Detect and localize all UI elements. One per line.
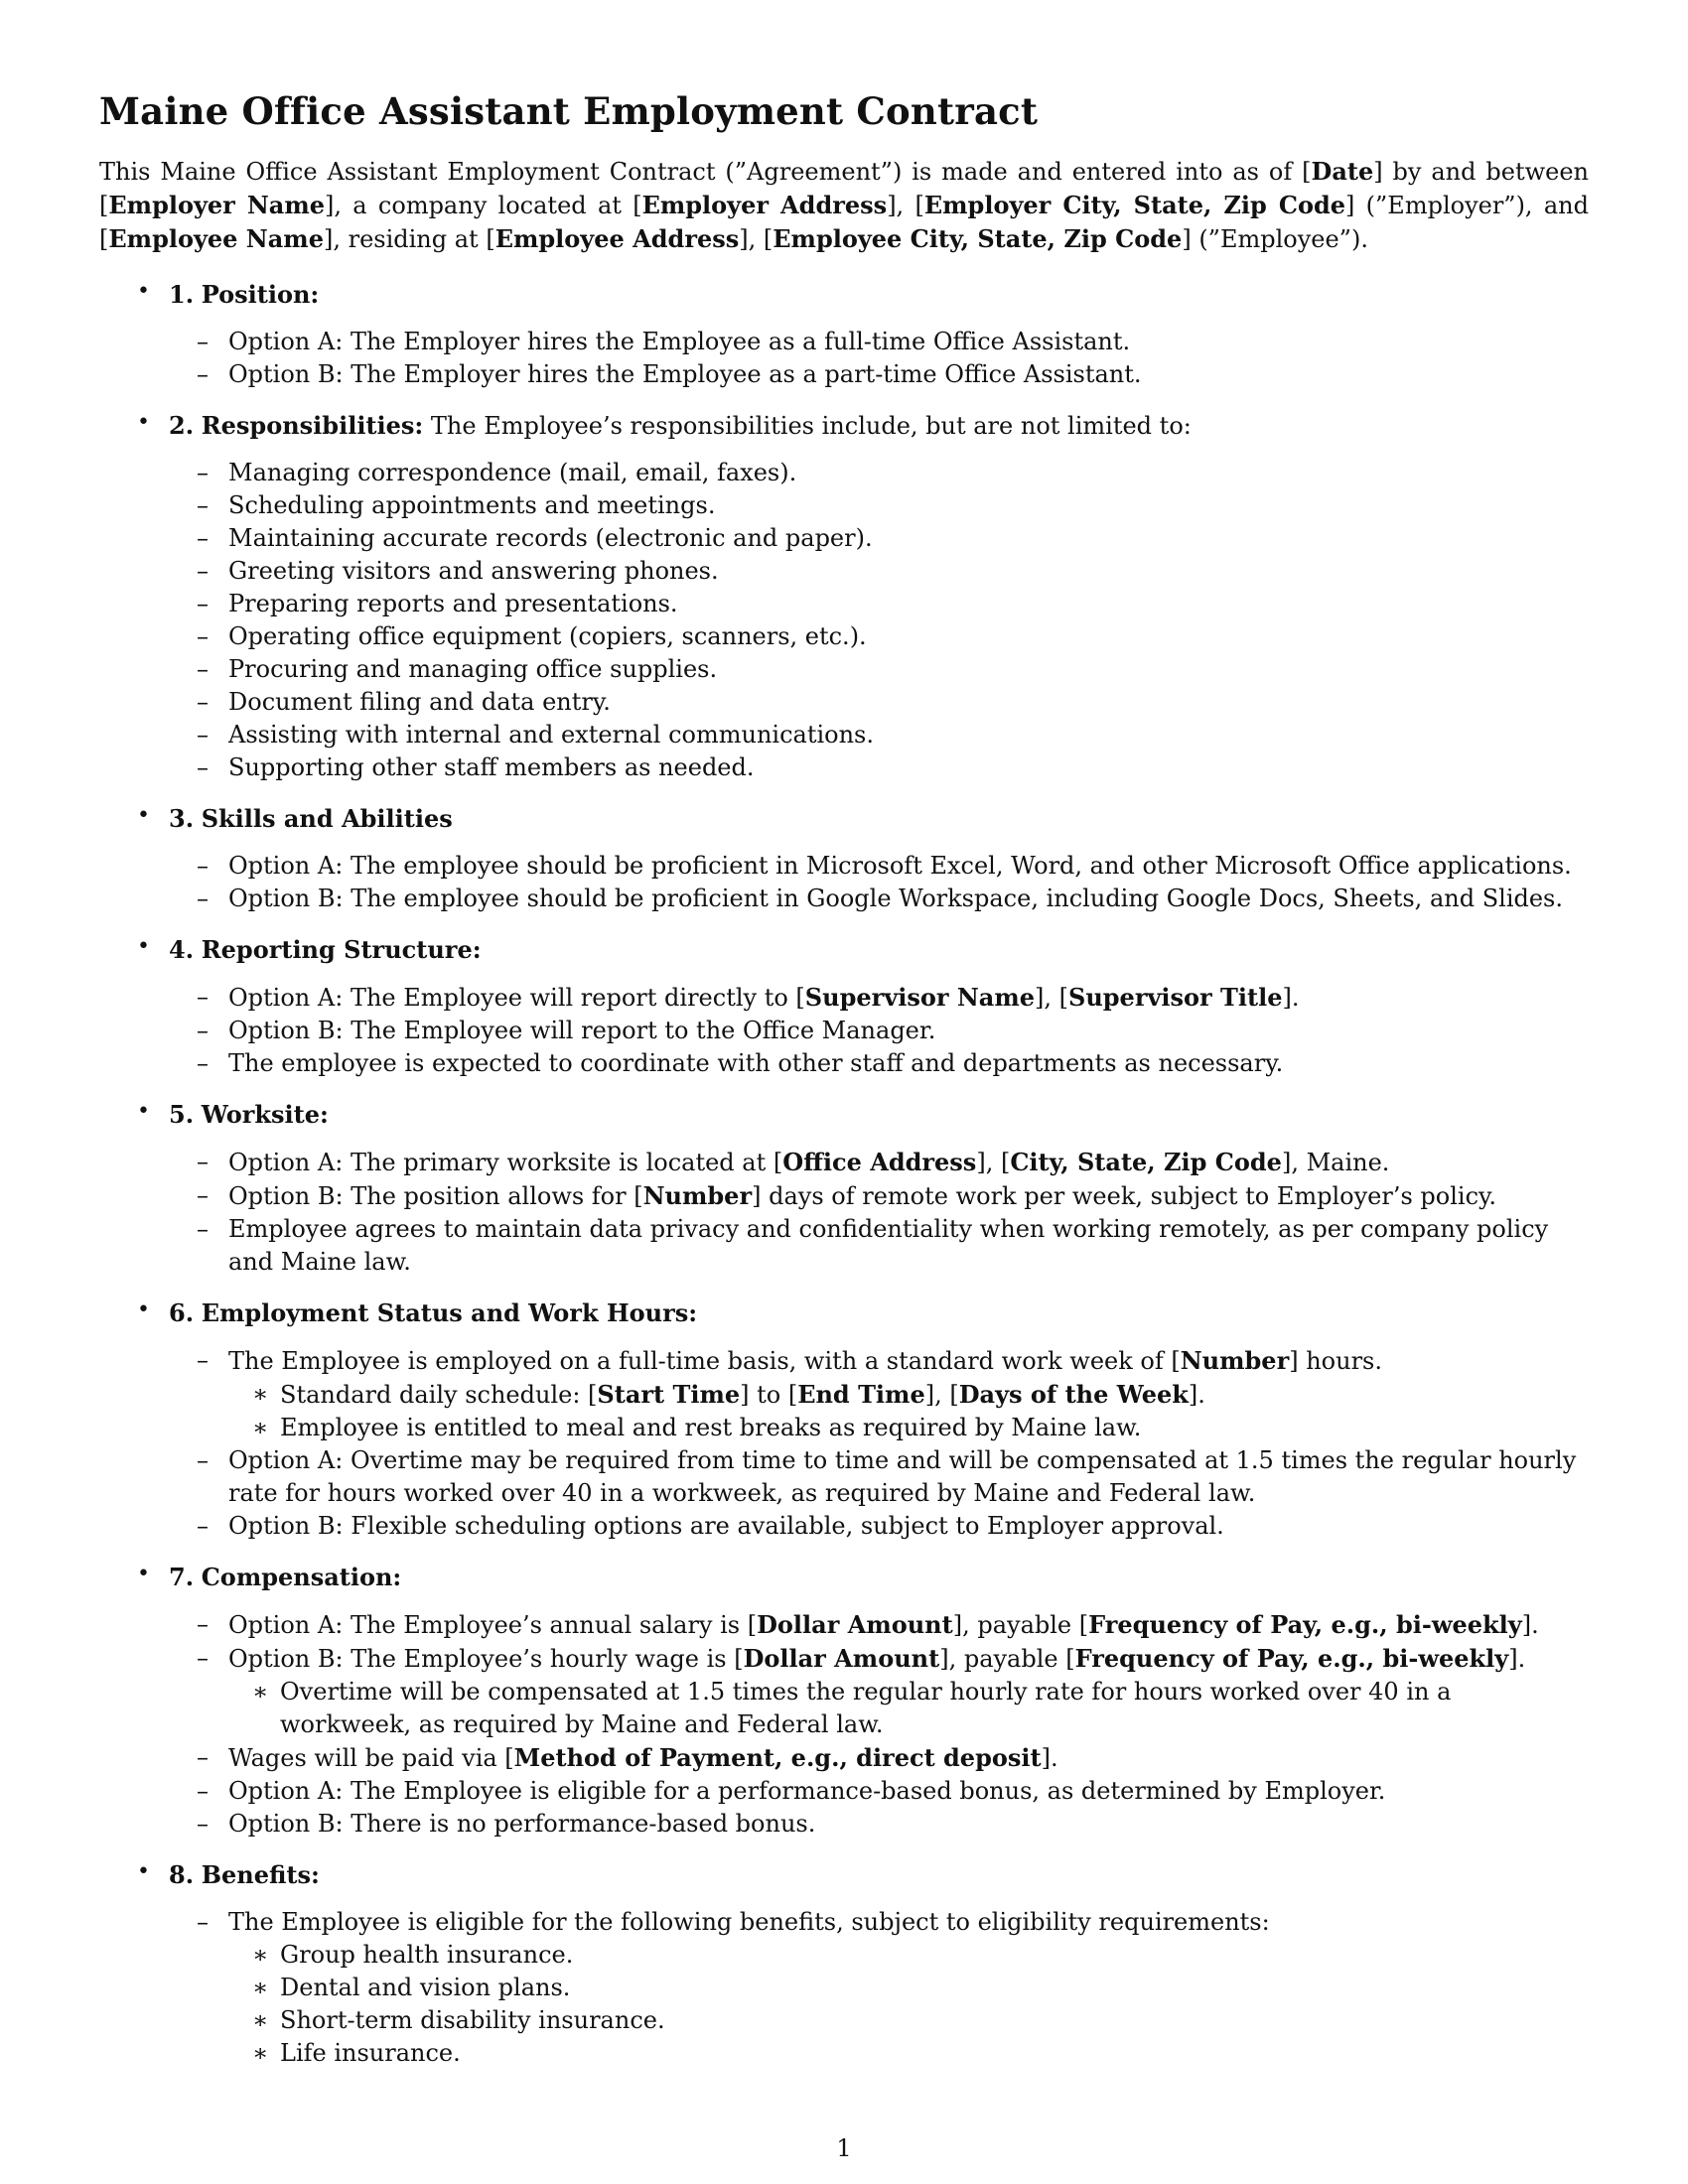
section-number: 5. [169, 1100, 195, 1129]
dash-icon: – [197, 360, 209, 388]
placeholder-field: Employer Address [641, 191, 888, 219]
nested-list-item-text: Standard daily schedule: [Start Time] to [End Time], [Days of the Week]. [280, 1380, 1205, 1409]
list-item-text: Maintaining accurate records (electronic and paper). [228, 524, 873, 552]
intro-paragraph: This Maine Office Assistant Employment Contract (”Agreement”) is made and entered into as of [Date] by and between [Employer Name], a company located at [Employer Address], [Employer City, State, Zip Code] (”Employer”), and [Employee Name], residing at [Employee Address], [Employee City, State, Zip Code] (”Employee”). [99, 157, 1589, 253]
list-item [169, 1015, 1589, 1047]
bullet-icon: • [137, 1859, 150, 1884]
nested-list-item [228, 1676, 1589, 1741]
section-heading [169, 1297, 1589, 1330]
nested-list-item [228, 2004, 1589, 2037]
dash-icon: – [197, 885, 209, 912]
list-item [169, 1344, 1589, 1444]
section-item [99, 933, 1589, 1080]
section-heading [169, 802, 1589, 836]
list-item-text: Option B: The position allows for [Number] days of remote work per week, subject to Employer’s policy. [228, 1181, 1497, 1210]
placeholder-field: Employee Name [108, 224, 324, 253]
list-item-text: Option A: The Employee’s annual salary is [Dollar Amount], payable [Frequency of Pay, e.g., bi-weekly]. [228, 1610, 1539, 1639]
asterisk-icon: ∗ [252, 1974, 269, 2001]
list-item [169, 981, 1589, 1015]
list-item-text: Assisting with internal and external communications. [228, 721, 875, 749]
dash-icon: – [197, 688, 209, 716]
dash-icon: – [197, 1181, 209, 1209]
document-page [99, 89, 1589, 2088]
section-item [99, 802, 1589, 915]
list-item-text: Scheduling appointments and meetings. [228, 491, 716, 519]
placeholder-field: Employee City, State, Zip Code [773, 224, 1183, 253]
nested-list [228, 1378, 1589, 1444]
section-subitems [169, 981, 1589, 1080]
list-item [169, 1213, 1589, 1279]
list-item [169, 457, 1589, 489]
placeholder-field: Frequency of Pay, e.g., bi-weekly [1074, 1644, 1509, 1673]
dash-icon: – [197, 1346, 209, 1374]
nested-list [228, 1939, 1589, 2070]
dash-icon: – [197, 753, 209, 781]
list-item [169, 1741, 1589, 1775]
list-item-text: Greeting visitors and answering phones. [228, 557, 719, 585]
asterisk-icon: ∗ [252, 1380, 269, 1408]
nested-list-item [228, 1378, 1589, 1412]
nested-list-item [228, 1412, 1589, 1444]
section-subitems [169, 1608, 1589, 1841]
placeholder-field: Number [642, 1181, 753, 1210]
section-item [99, 1858, 1589, 2070]
section-heading [169, 1858, 1589, 1892]
list-item [169, 1146, 1589, 1179]
placeholder-field: End Time [797, 1380, 925, 1409]
section-heading [169, 1098, 1589, 1132]
list-item-text: Procuring and managing office supplies. [228, 655, 718, 683]
list-item [169, 588, 1589, 620]
list-item [169, 1775, 1589, 1808]
list-item-text: Managing correspondence (mail, email, faxes). [228, 459, 797, 486]
list-item [169, 653, 1589, 686]
nested-list-item-text: Short-term disability insurance. [280, 2006, 665, 2034]
list-item-text: Supporting other staff members as needed. [228, 753, 755, 781]
list-item-text: Option A: Overtime may be required from time to time and will be compensated at 1.5 times the regular hourly rate for hours worked over 40 in a workweek, as required by Maine and Federal law. [228, 1446, 1577, 1507]
page-number: 1 [836, 2134, 852, 2162]
dash-icon: – [197, 1743, 209, 1771]
section-title: Employment Status and Work Hours: [201, 1298, 698, 1327]
list-item [169, 620, 1589, 653]
placeholder-field: Method of Payment, e.g., direct deposit [513, 1743, 1042, 1772]
section-heading [169, 933, 1589, 967]
section-heading [169, 278, 1589, 312]
list-item [169, 522, 1589, 555]
nested-list-item-text: Overtime will be compensated at 1.5 times the regular hourly rate for hours worked over 40 in a workweek, as required by Maine and Federal law. [280, 1678, 1452, 1738]
section-item [99, 1561, 1589, 1841]
dash-icon: – [197, 1215, 209, 1243]
list-item-text: The employee is expected to coordinate with other staff and departments as necessary. [228, 1049, 1284, 1077]
section-number: 2. [169, 411, 195, 440]
list-item [169, 1047, 1589, 1080]
section-heading [169, 409, 1589, 443]
list-item-text: Option A: The Employee will report directly to [Supervisor Name], [Supervisor Title]. [228, 983, 1300, 1012]
dash-icon: – [197, 1610, 209, 1638]
list-item [169, 1510, 1589, 1543]
section-number: 6. [169, 1298, 195, 1327]
section-subitems [169, 850, 1589, 915]
bullet-icon: • [137, 1562, 150, 1586]
section-text: The Employee’s responsibilities include, but are not limited to: [423, 412, 1192, 440]
list-item-text: Option A: The Employee is eligible for a performance-based bonus, as determined by Employer. [228, 1777, 1386, 1805]
dash-icon: – [197, 557, 209, 585]
dash-icon: – [197, 1148, 209, 1175]
nested-list-item [228, 2037, 1589, 2070]
list-item-text: The Employee is eligible for the following benefits, subject to eligibility requirements: [228, 1908, 1270, 1936]
placeholder-field: Employer Name [108, 191, 326, 219]
bullet-icon: • [137, 1099, 150, 1124]
placeholder-field: Employer City, State, Zip Code [923, 191, 1345, 219]
list-item [169, 1444, 1589, 1510]
list-item [169, 1642, 1589, 1741]
list-item-text: Option B: The Employer hires the Employee as a part-time Office Assistant. [228, 360, 1142, 388]
placeholder-field: Supervisor Title [1067, 983, 1283, 1012]
asterisk-icon: ∗ [252, 2039, 269, 2067]
section-subitems [169, 457, 1589, 784]
section-title: Worksite: [201, 1100, 329, 1129]
list-item-text: Employee agrees to maintain data privacy and confidentiality when working remotely, as per company policy and Maine law. [228, 1215, 1549, 1276]
list-item [169, 883, 1589, 915]
list-item [169, 326, 1589, 358]
nested-list-item-text: Dental and vision plans. [280, 1974, 571, 2001]
placeholder-field: Dollar Amount [757, 1610, 953, 1639]
asterisk-icon: ∗ [252, 1941, 269, 1969]
sections-list [99, 278, 1589, 2070]
list-item-text: Operating office equipment (copiers, scanners, etc.). [228, 622, 867, 650]
list-item-text: The Employee is employed on a full-time basis, with a standard work week of [Number] hours. [228, 1346, 1382, 1375]
list-item-text: Option B: Flexible scheduling options are available, subject to Employer approval. [228, 1512, 1224, 1540]
list-item-text: Option B: There is no performance-based bonus. [228, 1810, 816, 1838]
dash-icon: – [197, 1049, 209, 1077]
dash-icon: – [197, 852, 209, 880]
placeholder-field: Number [1180, 1346, 1290, 1375]
dash-icon: – [197, 1512, 209, 1540]
dash-icon: – [197, 1644, 209, 1672]
section-number: 1. [169, 280, 195, 309]
section-number: 3. [169, 804, 195, 833]
section-title: Reporting Structure: [201, 935, 482, 964]
dash-icon: – [197, 328, 209, 355]
bullet-icon: • [137, 410, 150, 435]
section-title: Skills and Abilities [201, 804, 453, 833]
list-item [169, 1906, 1589, 2070]
list-item [169, 1608, 1589, 1642]
dash-icon: – [197, 1810, 209, 1838]
dash-icon: – [197, 655, 209, 683]
list-item [169, 489, 1589, 522]
placeholder-field: Start Time [597, 1380, 741, 1409]
dash-icon: – [197, 1777, 209, 1805]
list-item-text: Option A: The primary worksite is located at [Office Address], [City, State, Zip Code], Maine. [228, 1148, 1390, 1176]
placeholder-field: Days of the Week [958, 1380, 1189, 1409]
bullet-icon: • [137, 803, 150, 828]
list-item [169, 719, 1589, 751]
dash-icon: – [197, 1908, 209, 1936]
list-item-text: Document filing and data entry. [228, 688, 611, 716]
dash-icon: – [197, 1017, 209, 1044]
bullet-icon: • [137, 1297, 150, 1322]
placeholder-field: Employee Address [494, 224, 740, 253]
section-item [99, 1098, 1589, 1279]
section-number: 8. [169, 1860, 195, 1889]
nested-list-item-text: Life insurance. [280, 2039, 461, 2067]
nested-list [228, 1676, 1589, 1741]
list-item-text: Option B: The Employee’s hourly wage is [Dollar Amount], payable [Frequency of Pay, e.g., bi-weekly]. [228, 1644, 1526, 1673]
bullet-icon: • [137, 934, 150, 959]
nested-list-item-text: Employee is entitled to meal and rest breaks as required by Maine law. [280, 1414, 1142, 1441]
list-item-text: Option B: The employee should be proficient in Google Workspace, including Google Docs, Sheets, and Slides. [228, 885, 1563, 912]
section-number: 4. [169, 935, 195, 964]
nested-list-item-text: Group health insurance. [280, 1941, 574, 1969]
placeholder-field: Frequency of Pay, e.g., bi-weekly [1088, 1610, 1522, 1639]
section-subitems [169, 326, 1589, 391]
asterisk-icon: ∗ [252, 2006, 269, 2034]
section-item [99, 278, 1589, 391]
section-subitems [169, 1344, 1589, 1543]
dash-icon: – [197, 983, 209, 1011]
placeholder-field: City, State, Zip Code [1010, 1148, 1282, 1176]
dash-icon: – [197, 491, 209, 519]
placeholder-field: Date [1311, 157, 1374, 186]
dash-icon: – [197, 459, 209, 486]
section-number: 7. [169, 1563, 195, 1591]
list-item [169, 686, 1589, 719]
section-title: Benefits: [201, 1860, 320, 1889]
section-subitems [169, 1146, 1589, 1279]
section-heading [169, 1561, 1589, 1594]
list-item-text: Preparing reports and presentations. [228, 590, 678, 617]
list-item-text: Option A: The Employer hires the Employee as a full-time Office Assistant. [228, 328, 1131, 355]
asterisk-icon: ∗ [252, 1414, 269, 1441]
list-item [169, 555, 1589, 588]
list-item [169, 1808, 1589, 1841]
section-title: Compensation: [201, 1563, 402, 1591]
dash-icon: – [197, 721, 209, 749]
list-item-text: Wages will be paid via [Method of Payment, e.g., direct deposit]. [228, 1743, 1058, 1772]
section-item [99, 409, 1589, 784]
section-subitems [169, 1906, 1589, 2070]
section-item [99, 1297, 1589, 1543]
list-item [169, 358, 1589, 391]
placeholder-field: Office Address [782, 1148, 977, 1176]
list-item [169, 751, 1589, 784]
section-title: Position: [201, 280, 320, 309]
placeholder-field: Dollar Amount [743, 1644, 940, 1673]
dash-icon: – [197, 590, 209, 617]
section-title: Responsibilities: [201, 411, 424, 440]
asterisk-icon: ∗ [252, 1678, 269, 1706]
bullet-icon: • [137, 279, 150, 304]
dash-icon: – [197, 622, 209, 650]
placeholder-field: Supervisor Name [804, 983, 1035, 1012]
dash-icon: – [197, 524, 209, 552]
list-item-text: Option B: The Employee will report to the Office Manager. [228, 1017, 936, 1044]
document-title: Maine Office Assistant Employment Contract [99, 89, 1039, 133]
list-item [169, 850, 1589, 883]
nested-list-item [228, 1972, 1589, 2004]
nested-list-item [228, 1939, 1589, 1972]
list-item-text: Option A: The employee should be proficient in Microsoft Excel, Word, and other Microsoft Office applications. [228, 852, 1572, 880]
dash-icon: – [197, 1446, 209, 1474]
list-item [169, 1179, 1589, 1213]
